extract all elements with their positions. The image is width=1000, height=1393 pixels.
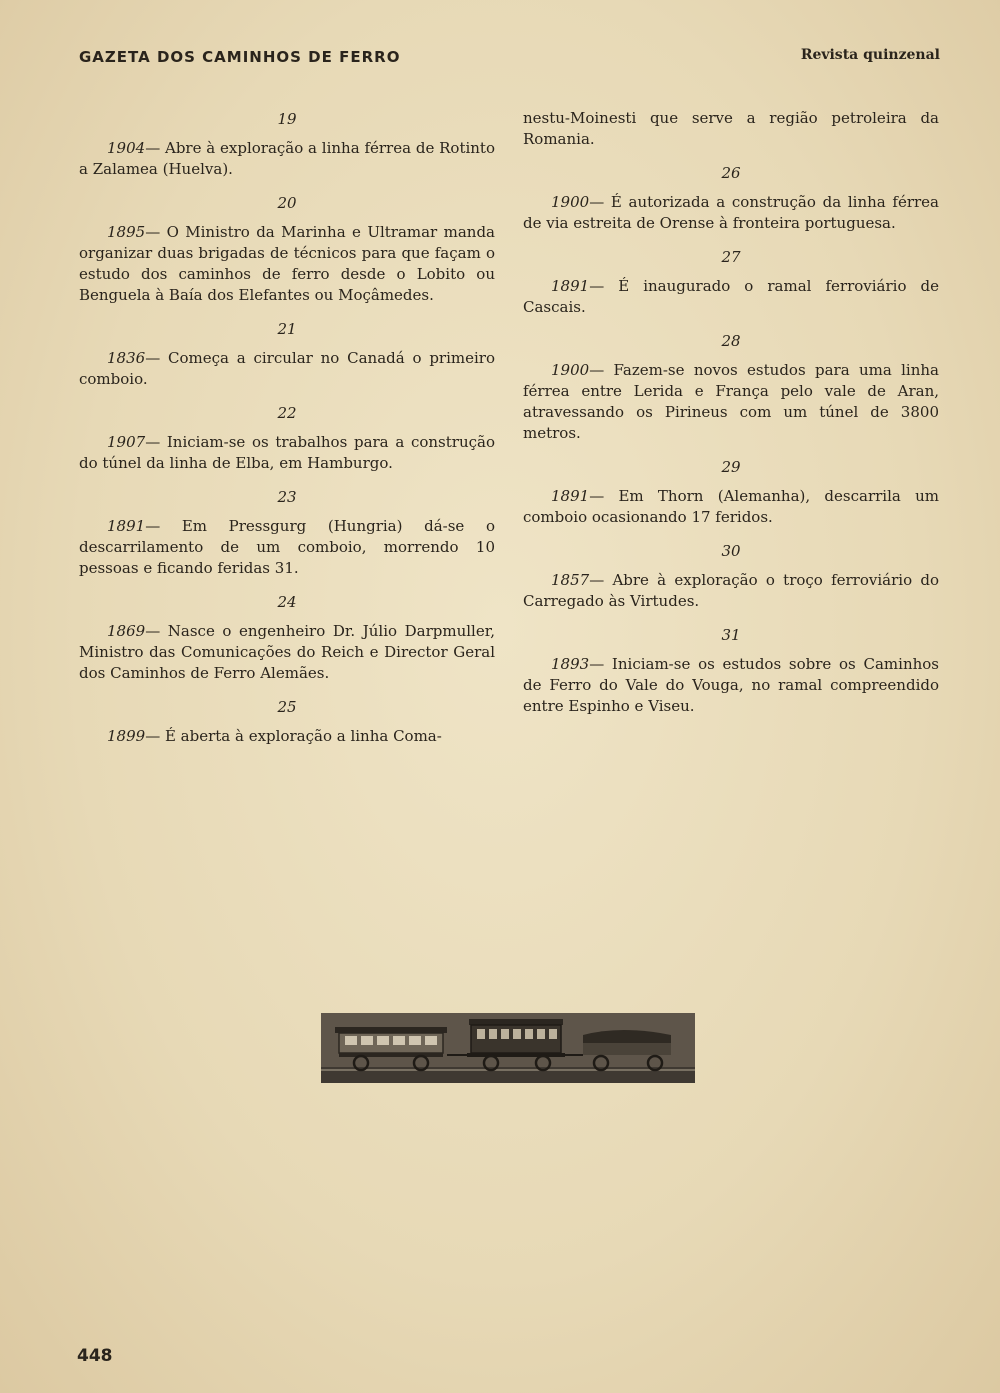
chronology-entry [523, 486, 939, 528]
train-illustration-icon [321, 1013, 695, 1083]
day-heading: 23 [277, 488, 297, 506]
entry-year: 1900 [551, 361, 590, 379]
chronology-entry [523, 654, 939, 717]
chronology-entry [523, 360, 939, 444]
entry-year: 1891 [551, 277, 590, 295]
day-heading: 25 [277, 698, 297, 716]
entry-year: 1900 [551, 193, 590, 211]
right-column [523, 108, 939, 729]
entry-text: — Em Thorn (Alemanha), descarrila um comboio ocasionando 17 feridos. [523, 487, 939, 526]
entry-text: — É aberta à exploração a linha Coma- [145, 727, 442, 745]
chronology-entry [79, 621, 495, 684]
entry-year: 1836 [107, 349, 146, 367]
chronology-entry [523, 192, 939, 234]
entry-text: — Nasce o engenheiro Dr. Júlio Darpmuller, Ministro das Comunicações do Reich e Director Geral dos Caminhos de Ferro Alemães. [79, 622, 495, 682]
entry-text: — Abre à exploração o troço ferroviário do Carregado às Virtudes. [523, 571, 939, 610]
entry-text: — Em Pressgurg (Hungria) dá-se o descarrilamento de um comboio, morrendo 10 pessoas e ficando feridas 31. [79, 517, 495, 577]
day-heading: 24 [277, 593, 297, 611]
chronology-entry-continuation: nestu-Moinesti que serve a região petroleira da Romania. [523, 109, 939, 148]
entry-text: — Abre à exploração a linha férrea de Rotinto a Zalamea (Huelva). [79, 139, 495, 178]
publication-subtitle: Revista quinzenal [800, 47, 940, 63]
chronology-entry [523, 570, 939, 612]
day-heading: 28 [721, 332, 741, 350]
entry-year: 1904 [107, 139, 146, 157]
entry-year: 1891 [107, 517, 146, 535]
entry-year: 1857 [551, 571, 590, 589]
day-heading: 21 [277, 320, 297, 338]
entry-text: — Iniciam-se os estudos sobre os Caminhos de Ferro do Vale do Vouga, no ramal compreendido entre Espinho e Viseu. [523, 655, 939, 715]
entry-year: 1891 [551, 487, 590, 505]
left-column [79, 108, 495, 759]
entry-year: 1895 [107, 223, 146, 241]
entry-text: — O Ministro da Marinha e Ultramar manda organizar duas brigadas de técnicos para que façam o estudo dos caminhos de ferro desde o Lobito ou Benguela à Baía dos Elefantes ou Moçâmedes. [79, 223, 495, 304]
page-number: 448 [77, 1346, 113, 1366]
day-heading: 19 [277, 110, 297, 128]
entry-text: — Começa a circular no Canadá o primeiro comboio. [79, 349, 495, 388]
entry-year: 1869 [107, 622, 146, 640]
entry-text: — Iniciam-se os trabalhos para a construção do túnel da linha de Elba, em Hamburgo. [79, 433, 495, 472]
entry-text: — É autorizada a construção da linha férrea de via estreita de Orense à fronteira portuguesa. [523, 193, 939, 232]
day-heading: 27 [721, 248, 741, 266]
day-heading: 29 [721, 458, 741, 476]
day-heading: 20 [277, 194, 297, 212]
chronology-entry [79, 222, 495, 306]
day-heading: 22 [277, 404, 297, 422]
entry-year: 1899 [107, 727, 146, 745]
day-heading: 26 [721, 164, 741, 182]
entry-text: — É inaugurado o ramal ferroviário de Cascais. [523, 277, 939, 316]
chronology-entry [79, 432, 495, 474]
publication-title: GAZETA DOS CAMINHOS DE FERRO [79, 48, 401, 66]
entry-year: 1907 [107, 433, 146, 451]
day-heading: 30 [721, 542, 741, 560]
chronology-entry [79, 726, 495, 747]
entry-year: 1893 [551, 655, 590, 673]
entry-text: — Fazem-se novos estudos para uma linha férrea entre Lerida e França pelo vale de Aran, atravessando os Pirineus com um túnel de 3800 metros. [523, 361, 939, 442]
chronology-entry [79, 516, 495, 579]
chronology-entry [79, 138, 495, 180]
day-heading: 31 [721, 626, 741, 644]
chronology-entry [523, 276, 939, 318]
chronology-entry [79, 348, 495, 390]
